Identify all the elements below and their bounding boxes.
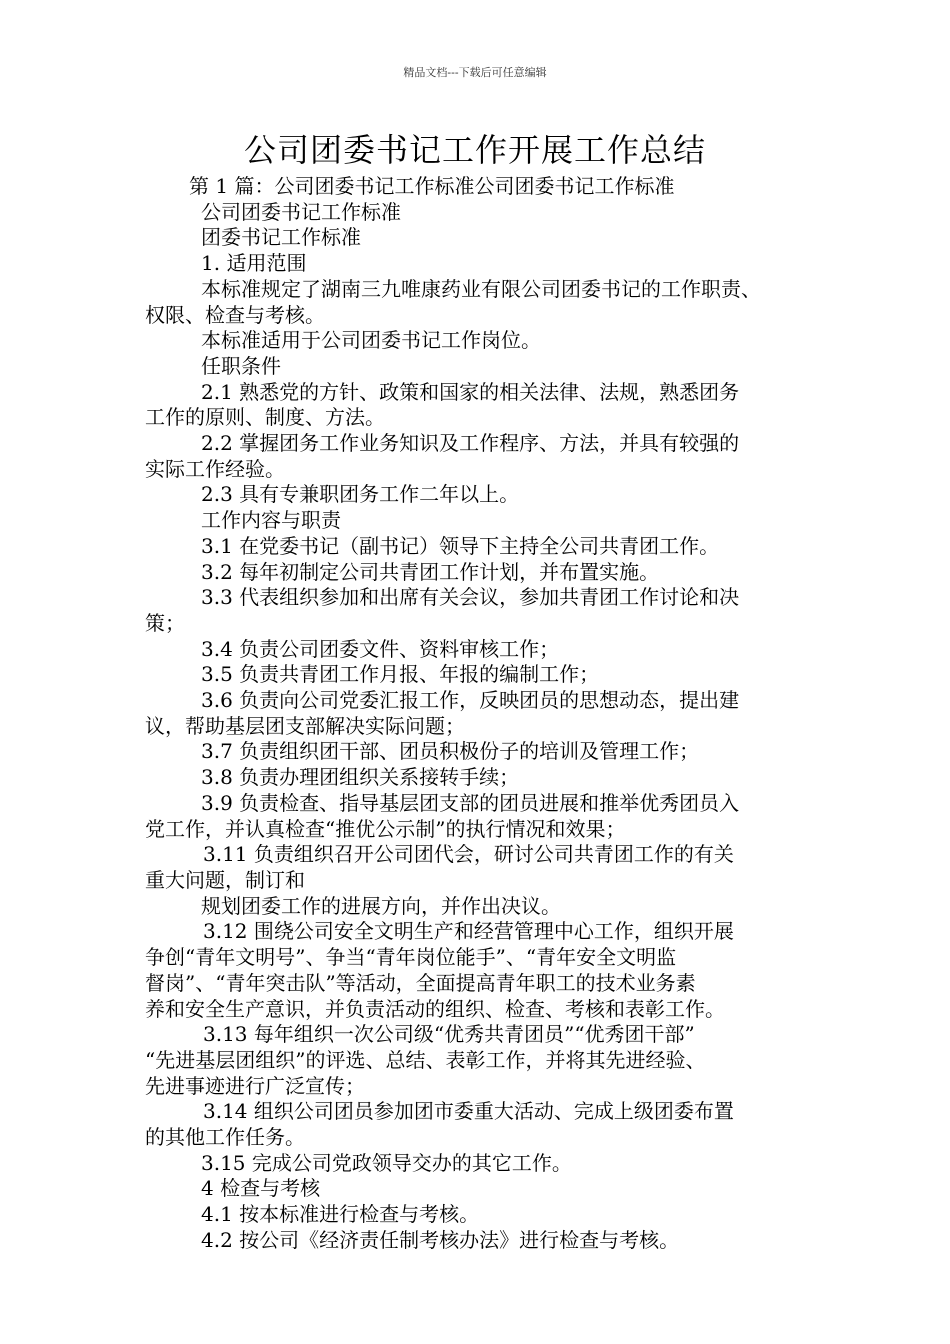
text-line: 1. 适用范围 — [201, 251, 307, 276]
text-line: 先进事迹进行广泛宣传； — [145, 1073, 365, 1098]
text-line: 议，帮助基层团支部解决实际问题； — [145, 713, 465, 738]
text-line: 3.6 负责向公司党委汇报工作，反映团员的思想动态，提出建 — [201, 688, 740, 713]
text-line: 督岗”、“青年突击队”等活动，全面提高青年职工的技术业务素 — [145, 970, 696, 995]
text-line: 工作的原则、制度、方法。 — [145, 405, 385, 430]
text-line: 3.9 负责检查、指导基层团支部的团员进展和推举优秀团员入 — [201, 790, 740, 815]
text-line: 4.1 按本标准进行检查与考核。 — [201, 1202, 480, 1227]
text-line: 策； — [145, 610, 185, 635]
text-line: 任职条件 — [201, 353, 281, 378]
text-line: 2.1 熟悉党的方针、政策和国家的相关法律、法规，熟悉团务 — [201, 379, 740, 404]
text-line: 工作内容与职责 — [201, 508, 341, 533]
text-line: 第 1 篇：公司团委书记工作标准公司团委书记工作标准 — [189, 174, 675, 198]
text-line: 规划团委工作的进展方向，并作出决议。 — [201, 893, 561, 918]
text-line: 养和安全生产意识，并负责活动的组织、检查、考核和表彰工作。 — [145, 996, 725, 1021]
text-line: 3.2 每年初制定公司共青团工作计划，并布置实施。 — [201, 559, 660, 584]
text-line: 3.11 负责组织召开公司团代会，研讨公司共青团工作的有关 — [203, 842, 734, 867]
text-line: 2.3 具有专兼职团务工作二年以上。 — [201, 482, 520, 507]
text-line: 3.12 围绕公司安全文明生产和经营管理中心工作，组织开展 — [203, 919, 734, 944]
text-line: 3.15 完成公司党政领导交办的其它工作。 — [201, 1150, 572, 1175]
text-line: 本标准规定了湖南三九唯康药业有限公司团委书记的工作职责、 — [201, 276, 761, 301]
text-line: 3.8 负责办理团组织关系接转手续； — [201, 765, 520, 790]
text-line: 4 检查与考核 — [201, 1176, 321, 1201]
text-line: 3.3 代表组织参加和出席有关会议，参加共青团工作讨论和决 — [201, 585, 740, 610]
text-line: 3.5 负责共青团工作月报、年报的编制工作； — [201, 662, 600, 687]
page-header: 精品文档---下载后可任意编辑 — [403, 66, 547, 79]
text-line: 3.14 组织公司团员参加团市委重大活动、完成上级团委布置 — [203, 1099, 734, 1124]
text-line: 的其他工作任务。 — [145, 1125, 305, 1150]
text-line: 3.7 负责组织团干部、团员积极份子的培训及管理工作； — [201, 739, 700, 764]
text-line: 本标准适用于公司团委书记工作岗位。 — [201, 328, 541, 353]
text-line: 3.13 每年组织一次公司级“优秀共青团员”“优秀团干部” — [203, 1022, 695, 1047]
text-line: 3.4 负责公司团委文件、资料审核工作； — [201, 636, 560, 661]
document-body — [145, 174, 835, 1254]
text-line: 重大问题，制订和 — [145, 867, 305, 892]
text-line: 团委书记工作标准 — [201, 225, 361, 250]
text-line: 权限、检查与考核。 — [145, 302, 325, 327]
text-line: 争创“青年文明号”、争当“青年岗位能手”、“青年安全文明监 — [145, 945, 677, 970]
text-line: 2.2 掌握团务工作业务知识及工作程序、方法，并具有较强的 — [201, 431, 740, 456]
text-line: 实际工作经验。 — [145, 456, 285, 481]
document-title: 公司团委书记工作开展工作总结 — [243, 131, 706, 169]
text-line: 公司团委书记工作标准 — [201, 199, 401, 224]
text-line: “先进基层团组织”的评选、总结、表彰工作，并将其先进经验、 — [145, 1047, 706, 1072]
text-line: 4.2 按公司《经济责任制考核办法》进行检查与考核。 — [201, 1227, 680, 1252]
text-line: 党工作，并认真检查“推优公示制”的执行情况和效果； — [145, 816, 626, 841]
text-line: 3.1 在党委书记（副书记）领导下主持全公司共青团工作。 — [201, 533, 720, 558]
